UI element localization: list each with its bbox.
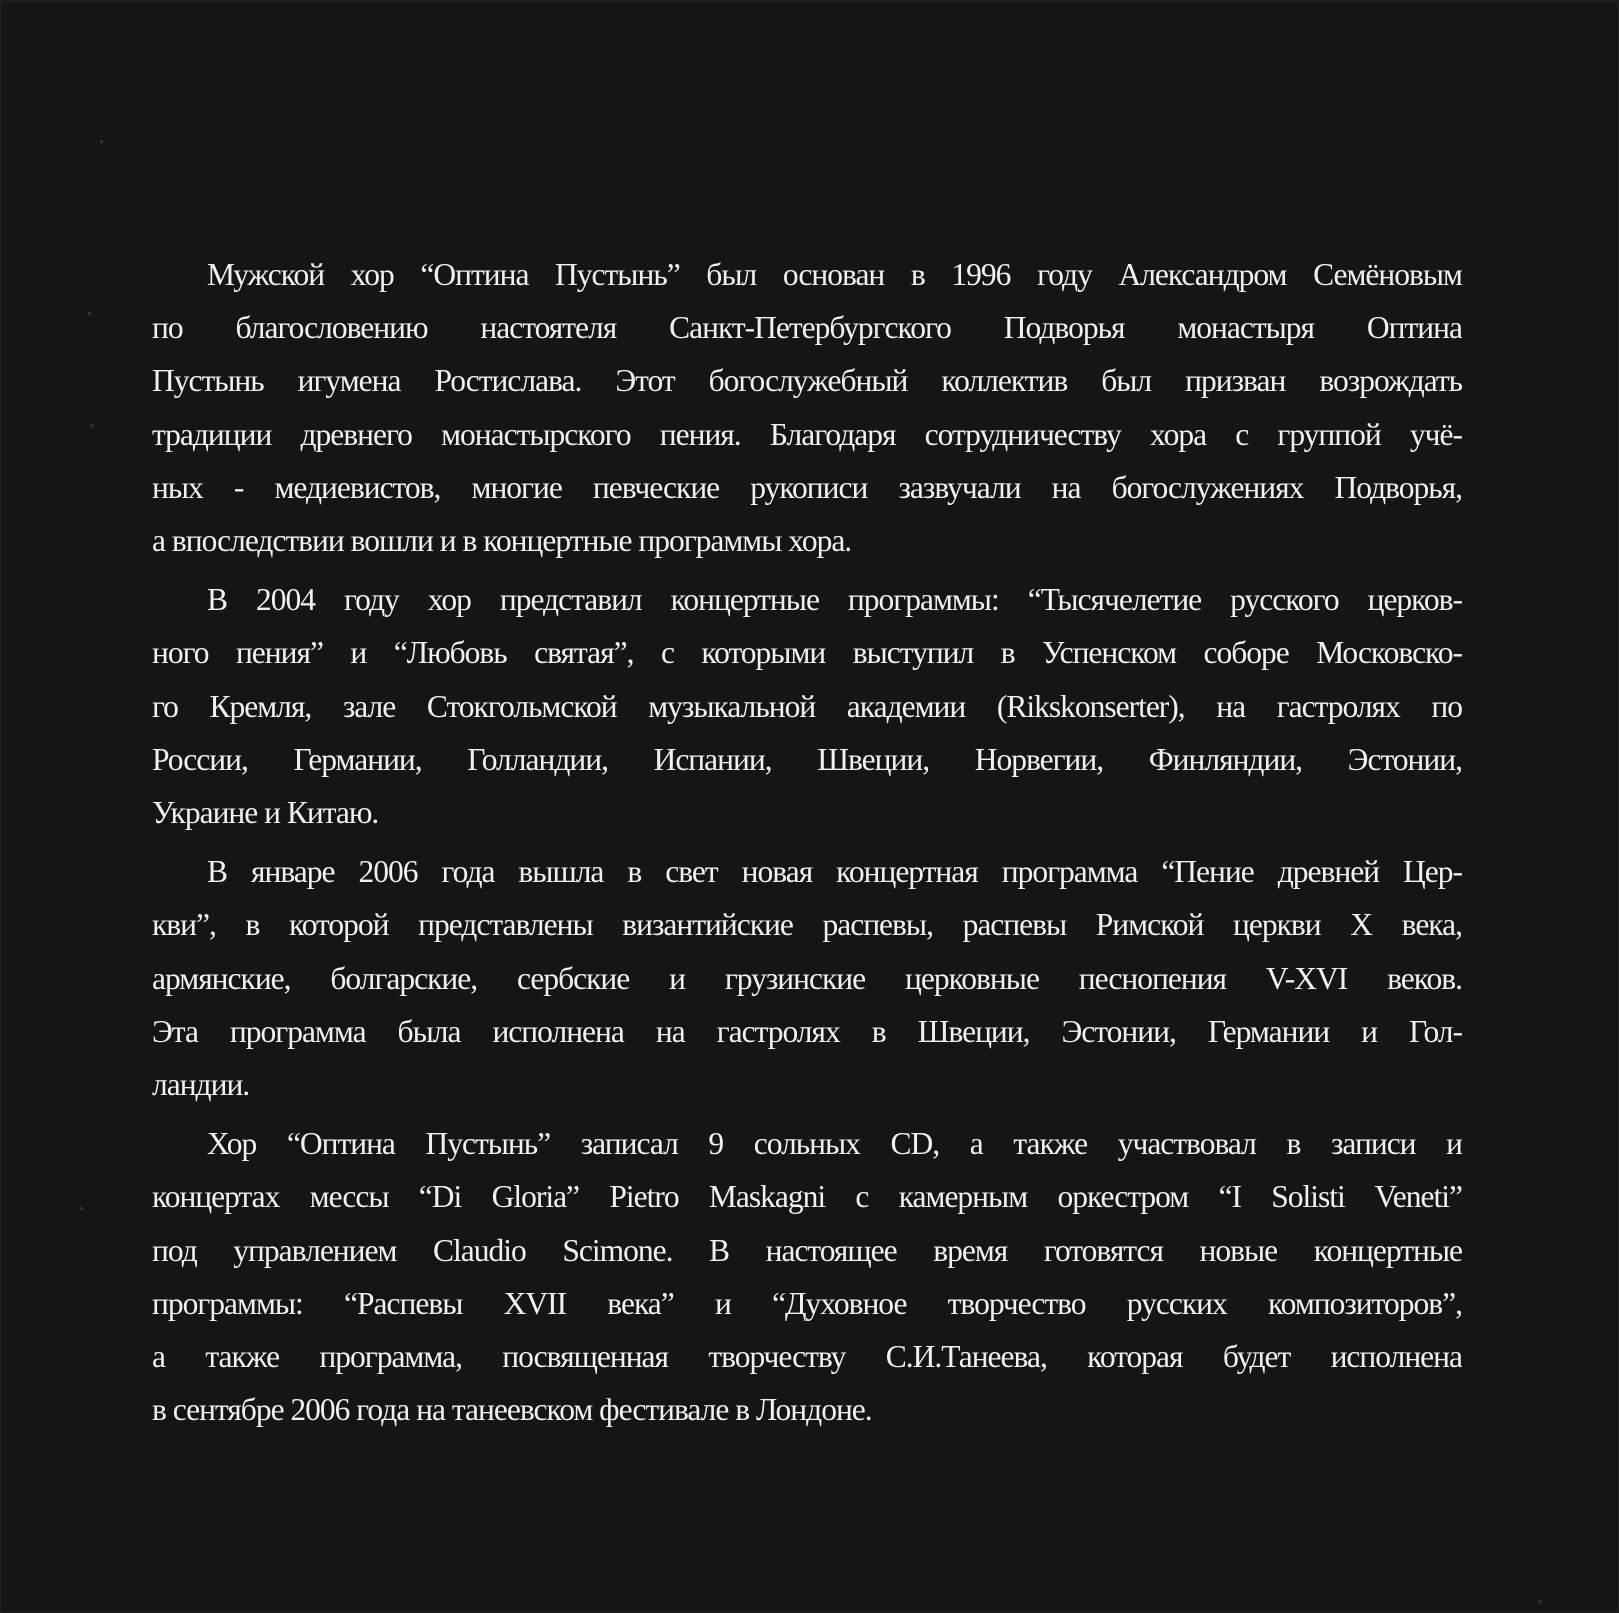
dust-speck <box>88 312 91 315</box>
text-line: в сентябре 2006 года на танеевском фестивале в Лондоне. <box>152 1392 872 1428</box>
text-line: Эта программа была исполнена на гастролях в Швеции, Эстонии, Германии и Гол- <box>152 1013 1462 1049</box>
paragraph-history <box>97 248 1462 567</box>
paragraph-recordings <box>97 1117 1462 1436</box>
text-line: ного пения” и “Любовь святая”, с которыми выступил в Успенском соборе Московско- <box>152 635 1462 671</box>
text-line: по благословению настоятеля Санкт-Петербургского Подворья монастыря Оптина <box>152 310 1462 346</box>
text-line: В январе 2006 года вышла в свет новая концертная программа “Пение древней Цер- <box>207 854 1462 890</box>
text-line: а впоследствии вошли и в концертные программы хора. <box>152 523 852 559</box>
body-text <box>97 248 1462 1442</box>
text-line: под управлением Claudio Scimone. В настоящее время готовятся новые концертные <box>152 1232 1462 1268</box>
text-line: концертах мессы “Di Gloria” Pietro Maskagni с камерным оркестром “I Solisti Veneti” <box>152 1179 1462 1215</box>
text-line: В 2004 году хор представил концертные программы: “Тысячелетие русского церков- <box>207 582 1462 618</box>
text-line: Хор “Оптина Пустынь” записал 9 сольных CD, а также участвовал в записи и <box>207 1126 1462 1162</box>
paragraph-2006-program <box>97 845 1462 1111</box>
text-line: ных - медиевистов, многие певческие рукописи зазвучали на богослужениях Подворья, <box>152 469 1462 505</box>
text-line: Мужской хор “Оптина Пустынь” был основан в 1996 году Александром Семёновым <box>207 257 1462 292</box>
paragraph-2004-programs <box>97 573 1462 839</box>
text-line: а также программа, посвященная творчеству С.И.Танеева, которая будет исполнена <box>152 1339 1462 1375</box>
dust-speck <box>80 1207 83 1210</box>
text-line: России, Германии, Голландии, Испании, Швеции, Норвегии, Финляндии, Эстонии, <box>152 741 1462 777</box>
text-line: го Кремля, зале Стокгольмской музыкальной академии (Rikskonserter), на гастролях по <box>152 688 1462 724</box>
dust-speck <box>90 424 93 427</box>
text-line: Украине и Китаю. <box>152 795 379 831</box>
text-line: традиции древнего монастырского пения. Благодаря сотрудничеству хора с группой учё- <box>152 416 1462 452</box>
dust-speck <box>1538 1600 1541 1603</box>
text-line: армянские, болгарские, сербские и грузинские церковные песнопения V-XVI веков. <box>152 960 1462 996</box>
text-line: программы: “Распевы XVII века” и “Духовное творчество русских композиторов”, <box>152 1285 1462 1321</box>
dust-speck <box>100 140 103 143</box>
text-line: ландии. <box>152 1067 250 1103</box>
text-line: Пустынь игумена Ростислава. Этот богослужебный коллектив был призван возрождать <box>152 363 1462 399</box>
text-line: кви”, в которой представлены византийские распевы, распевы Римской церкви X века, <box>152 907 1462 943</box>
